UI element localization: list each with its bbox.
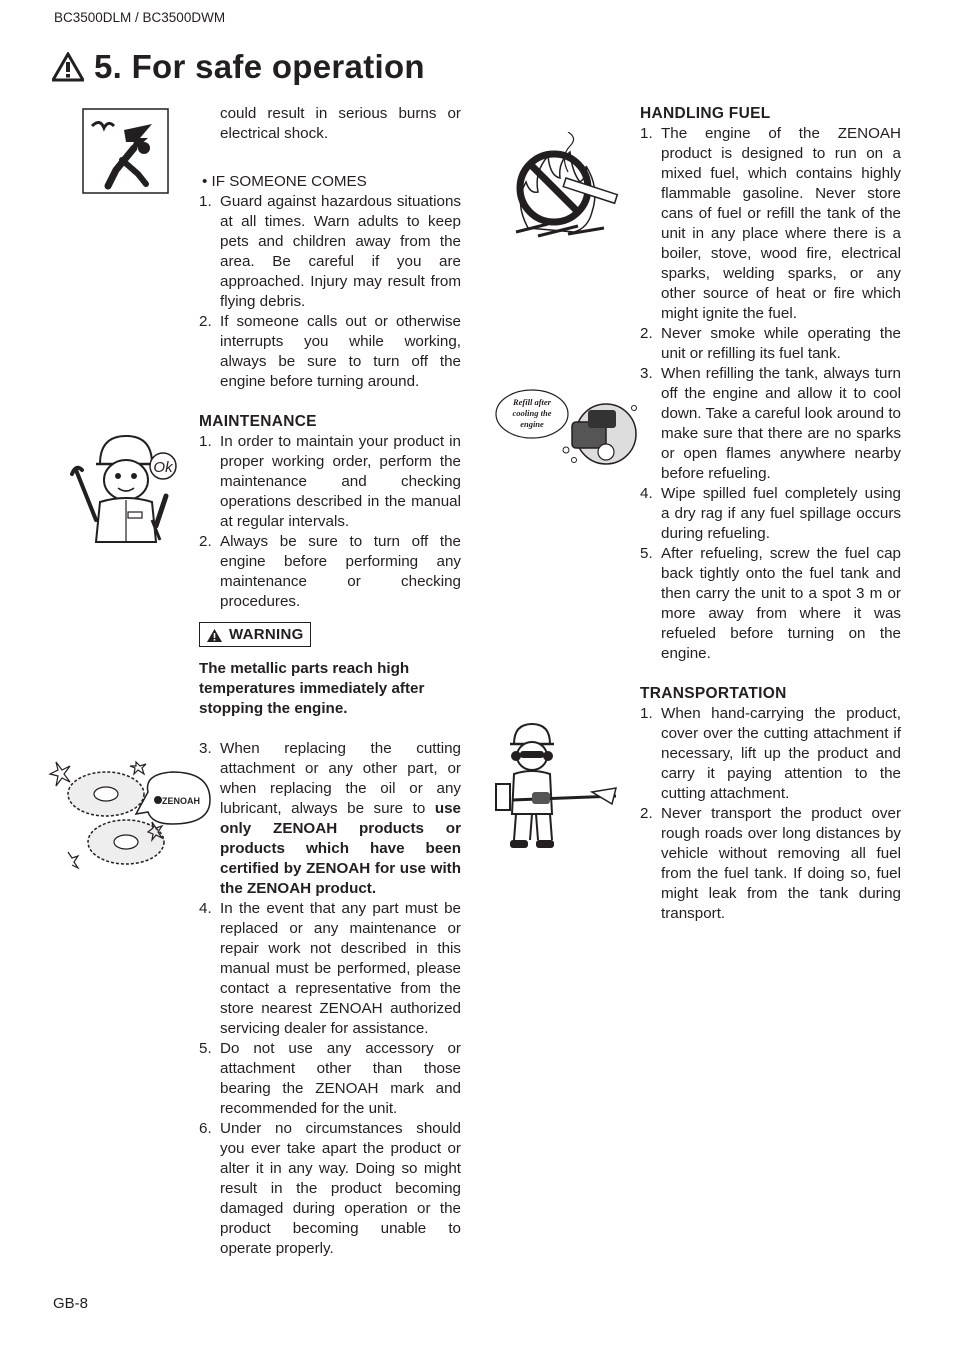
model-number: BC3500DLM / BC3500DWM [54, 10, 226, 25]
item-text: After refueling, screw the fuel cap back tightly onto the fuel tank and then carry the unit to a spot 3 m or more away from where it was refueled before turning on the engine. [661, 545, 901, 662]
list-item [199, 899, 461, 1039]
cutting-blades-illustration [48, 752, 216, 872]
warning-text: The metallic parts reach high temperatures immediately after stopping the engine. [199, 659, 425, 717]
item-number: 1. [199, 433, 212, 450]
item-number: 6. [199, 1119, 212, 1137]
item-number: 1. [640, 125, 653, 142]
warning-triangle-icon [52, 52, 84, 82]
no-fire-illustration [508, 132, 626, 244]
list-item [199, 432, 461, 532]
someone-heading: • IF SOMEONE COMES [202, 173, 367, 190]
list-item [640, 804, 901, 924]
list-item [199, 1119, 461, 1259]
maintenance-heading: MAINTENANCE [199, 413, 317, 430]
item-number: 4. [640, 485, 653, 502]
mechanic-illustration [70, 430, 182, 545]
left-column-top [220, 104, 461, 144]
refill-engine-illustration [494, 388, 642, 472]
item-text: If someone calls out or otherwise interrupts you while working, always be sure to turn off the engine before turning around. [220, 313, 461, 390]
list-item [640, 324, 901, 364]
list-item [199, 532, 461, 612]
continued-text: could result in serious burns or electrical shock. [220, 105, 461, 142]
left-column [199, 172, 461, 1259]
page-title [52, 48, 425, 86]
refill-bubble-line-2: cooling the [512, 408, 552, 418]
item-number: 5. [199, 1039, 212, 1057]
item-text: Wipe spilled fuel completely using a dry rag if any fuel spillage occurs during refueling. [661, 485, 901, 542]
refill-bubble-line-1: Refill after [512, 397, 552, 407]
item-number: 4. [199, 899, 212, 917]
item-text: The engine of the ZENOAH product is designed to run on a mixed fuel, which contains highly flammable gasoline. Never store cans of fuel or refill the tank of the unit in any place where there is a boiler, stove, wood fire, electrical sparks, welding sparks, or any other source of heat or fire which might ignite the fuel. [661, 125, 901, 322]
warning-label-box [199, 622, 311, 647]
list-item [640, 364, 901, 484]
list-item [199, 312, 461, 392]
right-column [640, 104, 901, 924]
handling-fuel-heading: HANDLING FUEL [640, 105, 771, 122]
electric-shock-icon [82, 108, 169, 194]
transportation-heading: TRANSPORTATION [640, 685, 787, 702]
item-text: In order to maintain your product in proper working order, perform the maintenance and checking operations described in the manual at regular intervals. [220, 433, 461, 530]
page-title-text: 5. For safe operation [94, 48, 425, 85]
item-number: 2. [199, 533, 212, 550]
item-number: 3. [199, 739, 212, 757]
item-text: Never smoke while operating the unit or refilling its fuel tank. [661, 325, 901, 362]
item-number: 1. [199, 193, 212, 210]
item-text: When replacing the cutting attachment or any other part, or when replacing the oil or any lubricant, always be sure to [220, 739, 461, 817]
ok-text: Ok [153, 459, 173, 476]
list-item [640, 484, 901, 544]
item-text: Never transport the product over rough roads over long distances by vehicle without removing all fuel from the fuel tank. If doing so, fuel might leak from the tank during transport. [661, 805, 901, 922]
list-item [199, 1039, 461, 1119]
maintenance-list [199, 432, 461, 612]
item-number: 5. [640, 545, 653, 562]
item-number: 2. [199, 313, 212, 330]
warning-triangle-icon [206, 628, 223, 643]
item-number: 1. [640, 705, 653, 722]
list-item [640, 544, 901, 664]
item-text: When refilling the tank, always turn off the engine and allow it to cool down. Take a careful look around to make sure that there are no sparks or open flames anywhere nearby before refueling. [661, 365, 901, 482]
item-text: In the event that any part must be replaced or any maintenance or repair work not described in this manual must be performed, please contact a representative from the store nearest ZENOAH authorized servicing dealer for assistance. [220, 899, 461, 1037]
refill-bubble-line-3: engine [520, 419, 544, 429]
list-item [640, 124, 901, 324]
transport-list [640, 704, 901, 924]
list-item [640, 704, 901, 804]
item-text: When hand-carrying the product, cover over the cutting attachment if necessary, lift up the product and carry it paying attention to the cutting attachment. [661, 705, 901, 802]
fuel-list [640, 124, 901, 664]
carrying-worker-illustration [492, 722, 620, 852]
item-number: 2. [640, 325, 653, 342]
page-number: GB-8 [53, 1295, 89, 1312]
item-text: Under no circumstances should you ever take apart the product or alter it in any way. Doing so might result in the product becoming damaged during operation or the product becoming unable to operate properly. [220, 1119, 461, 1257]
item-text: Always be sure to turn off the engine before performing any maintenance or checking procedures. [220, 533, 461, 610]
item-number: 2. [640, 805, 653, 822]
list-item [199, 739, 461, 899]
maintenance-list-continued [199, 739, 461, 899]
item-text-bold: use only ZENOAH products or products which have been certified by ZENOAH for use with the ZENOAH product. [220, 799, 461, 897]
item-text: Do not use any accessory or attachment other than those bearing the ZENOAH mark and recommended for the unit. [220, 1039, 461, 1117]
item-number: 3. [640, 365, 653, 382]
warning-label: WARNING [229, 626, 304, 643]
item-text: Guard against hazardous situations at all times. Warn adults to keep pets and children away from the area. Be careful if you are approached. Injury may result from flying debris. [220, 193, 461, 310]
someone-list [199, 192, 461, 392]
maintenance-list-more [199, 899, 461, 1259]
list-item [199, 192, 461, 312]
zenoah-logo: ZENOAH [162, 796, 200, 806]
